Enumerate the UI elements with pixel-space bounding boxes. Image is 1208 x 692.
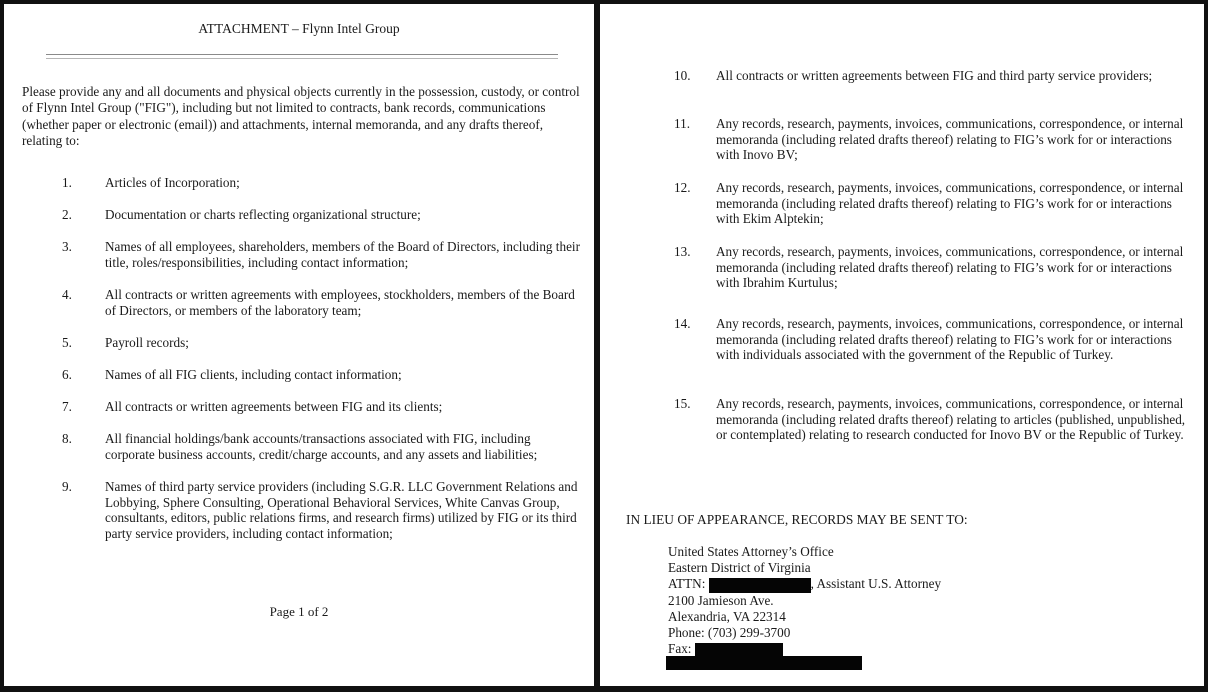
redaction-block: [709, 578, 811, 593]
address-attn-line: [668, 576, 941, 592]
item-number: 8.: [62, 431, 72, 446]
item-number: 12.: [674, 180, 691, 195]
document-page-1: [4, 4, 594, 686]
item-text: Any records, research, payments, invoices, communications, correspondence, or internal memoranda (including related drafts thereof) relating to FIG’s work for or interactions with Inovo BV;: [716, 116, 1184, 163]
item-text: Names of all FIG clients, including contact information;: [105, 367, 402, 382]
item-number: 11.: [674, 116, 690, 131]
item-number: 15.: [674, 396, 691, 411]
address-district: Eastern District of Virginia: [668, 560, 811, 576]
item-text: Any records, research, payments, invoices, communications, correspondence, or internal memoranda (including related drafts thereof) relating to FIG’s work for or interactions with Ibrahim Kurtulus;: [716, 244, 1184, 291]
fax-label: Fax:: [668, 641, 692, 657]
attn-label: ATTN:: [668, 576, 706, 592]
item-number: 5.: [62, 335, 72, 350]
mailing-address: [668, 544, 941, 658]
item-text: All contracts or written agreements between FIG and third party service providers;: [716, 68, 1153, 83]
lieu-of-appearance-heading: IN LIEU OF APPEARANCE, RECORDS MAY BE SENT TO:: [626, 512, 968, 527]
item-text: Payroll records;: [105, 335, 189, 350]
attachment-title: ATTACHMENT – Flynn Intel Group: [198, 21, 400, 36]
item-text: All financial holdings/bank accounts/transactions associated with FIG, including corporate business accounts, credit/charge accounts, and any assets and liabilities;: [105, 431, 538, 462]
redaction-block: [666, 656, 862, 670]
item-number: 13.: [674, 244, 691, 259]
title-divider: [46, 54, 558, 59]
address-city: Alexandria, VA 22314: [668, 609, 786, 625]
item-text: Names of all employees, shareholders, members of the Board of Directors, including their title, roles/responsibilities, including contact information;: [105, 239, 580, 270]
item-text: Articles of Incorporation;: [105, 175, 240, 190]
item-number: 9.: [62, 479, 72, 494]
item-number: 1.: [62, 175, 72, 190]
document-page-2: [600, 4, 1204, 686]
item-text: Documentation or charts reflecting organizational structure;: [105, 207, 421, 222]
intro-paragraph: Please provide any and all documents and physical objects currently in the possession, custody, or control of Flynn Intel Group ("FIG"), including but not limited to contracts, bank records, communications (whether paper or electronic (email)) and attachments, internal memoranda, and any drafts thereof, relating to:: [22, 84, 580, 148]
item-number: 3.: [62, 239, 72, 254]
item-number: 2.: [62, 207, 72, 222]
item-number: 6.: [62, 367, 72, 382]
item-text: Names of third party service providers (including S.G.R. LLC Government Relations and Lobbying, Sphere Consulting, Operational Behavioral Services, White Canvas Group, consultants, editors, public relations firms, and research firms) utilized by FIG or its third party service providers, including contact information;: [105, 479, 578, 541]
item-number: 7.: [62, 399, 72, 414]
address-phone: Phone: (703) 299-3700: [668, 625, 791, 641]
item-text: Any records, research, payments, invoices, communications, correspondence, or internal memoranda (including related drafts thereof) relating to FIG’s work for or interactions with individuals associated with the government of the Republic of Turkey.: [716, 316, 1184, 363]
item-number: 14.: [674, 316, 691, 331]
item-text: All contracts or written agreements between FIG and its clients;: [105, 399, 443, 414]
address-street: 2100 Jamieson Ave.: [668, 592, 774, 608]
item-number: 4.: [62, 287, 72, 302]
address-office: United States Attorney’s Office: [668, 544, 834, 559]
attn-title: , Assistant U.S. Attorney: [810, 576, 942, 592]
item-text: Any records, research, payments, invoices, communications, correspondence, or internal memoranda (including related drafts thereof) relating to articles (published, unpublished, or contemplated) relating to research conducted for Inovo BV or the Republic of Turkey.: [716, 396, 1186, 443]
item-number: 10.: [674, 68, 691, 83]
page-number: Page 1 of 2: [269, 604, 329, 619]
item-text: All contracts or written agreements with employees, stockholders, members of the Board of Directors, or members of the laboratory team;: [105, 287, 575, 318]
item-text: Any records, research, payments, invoices, communications, correspondence, or internal memoranda (including related drafts thereof) relating to FIG’s work for or interactions with Ekim Alptekin;: [716, 180, 1184, 227]
